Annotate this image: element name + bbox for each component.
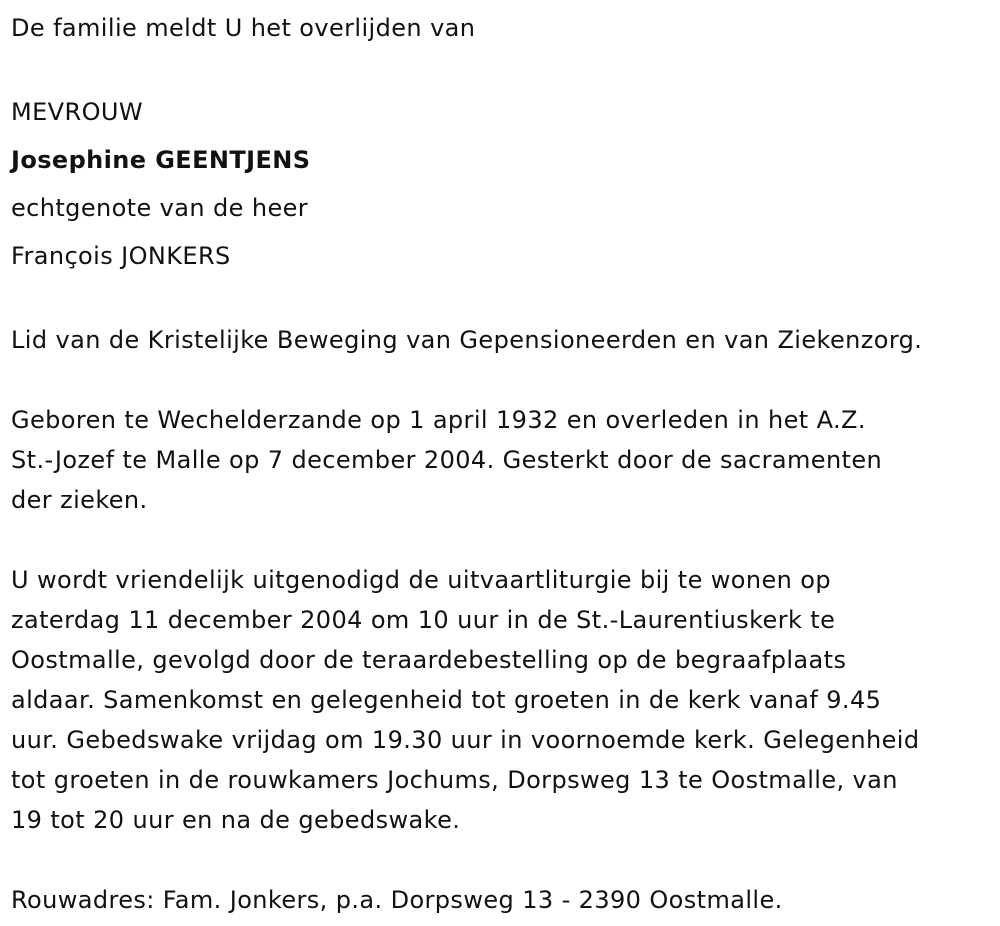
funeral-line: aldaar. Samenkomst en gelegenheid tot groeten in de kerk vanaf 9.45 [11, 686, 882, 714]
birth-death-line: Geboren te Wechelderzande op 1 april 1932 en overleden in het A.Z. [11, 406, 866, 434]
death-notice [11, 8, 986, 920]
birth-death-line: der zieken. [11, 486, 148, 514]
deceased-name: Josephine GEENTJENS [11, 146, 311, 174]
address-text: Rouwadres: Fam. Jonkers, p.a. Dorpsweg 13 - 2390 Oostmalle. [11, 886, 783, 914]
funeral-line: Oostmalle, gevolgd door de teraardebestelling op de begraafplaats [11, 646, 847, 674]
funeral-line: zaterdag 11 december 2004 om 10 uur in de St.-Laurentiuskerk te [11, 606, 836, 634]
funeral-line: uur. Gebedswake vrijdag om 19.30 uur in voornoemde kerk. Gelegenheid [11, 726, 920, 754]
birth-death-line: St.-Jozef te Malle op 7 december 2004. Gesterkt door de sacramenten [11, 446, 883, 474]
funeral-line: U wordt vriendelijk uitgenodigd de uitvaartliturgie bij te wonen op [11, 566, 832, 594]
funeral-line: tot groeten in de rouwkamers Jochums, Dorpsweg 13 te Oostmalle, van [11, 766, 898, 794]
spouse-name: François JONKERS [11, 242, 231, 270]
funeral-line: 19 tot 20 uur en na de gebedswake. [11, 806, 461, 834]
title-text: MEVROUW [11, 98, 143, 126]
membership-text: Lid van de Kristelijke Beweging van Gepensioneerden en van Ziekenzorg. [11, 326, 923, 354]
spouse-label: echtgenote van de heer [11, 194, 309, 222]
intro-text: De familie meldt U het overlijden van [11, 14, 476, 42]
